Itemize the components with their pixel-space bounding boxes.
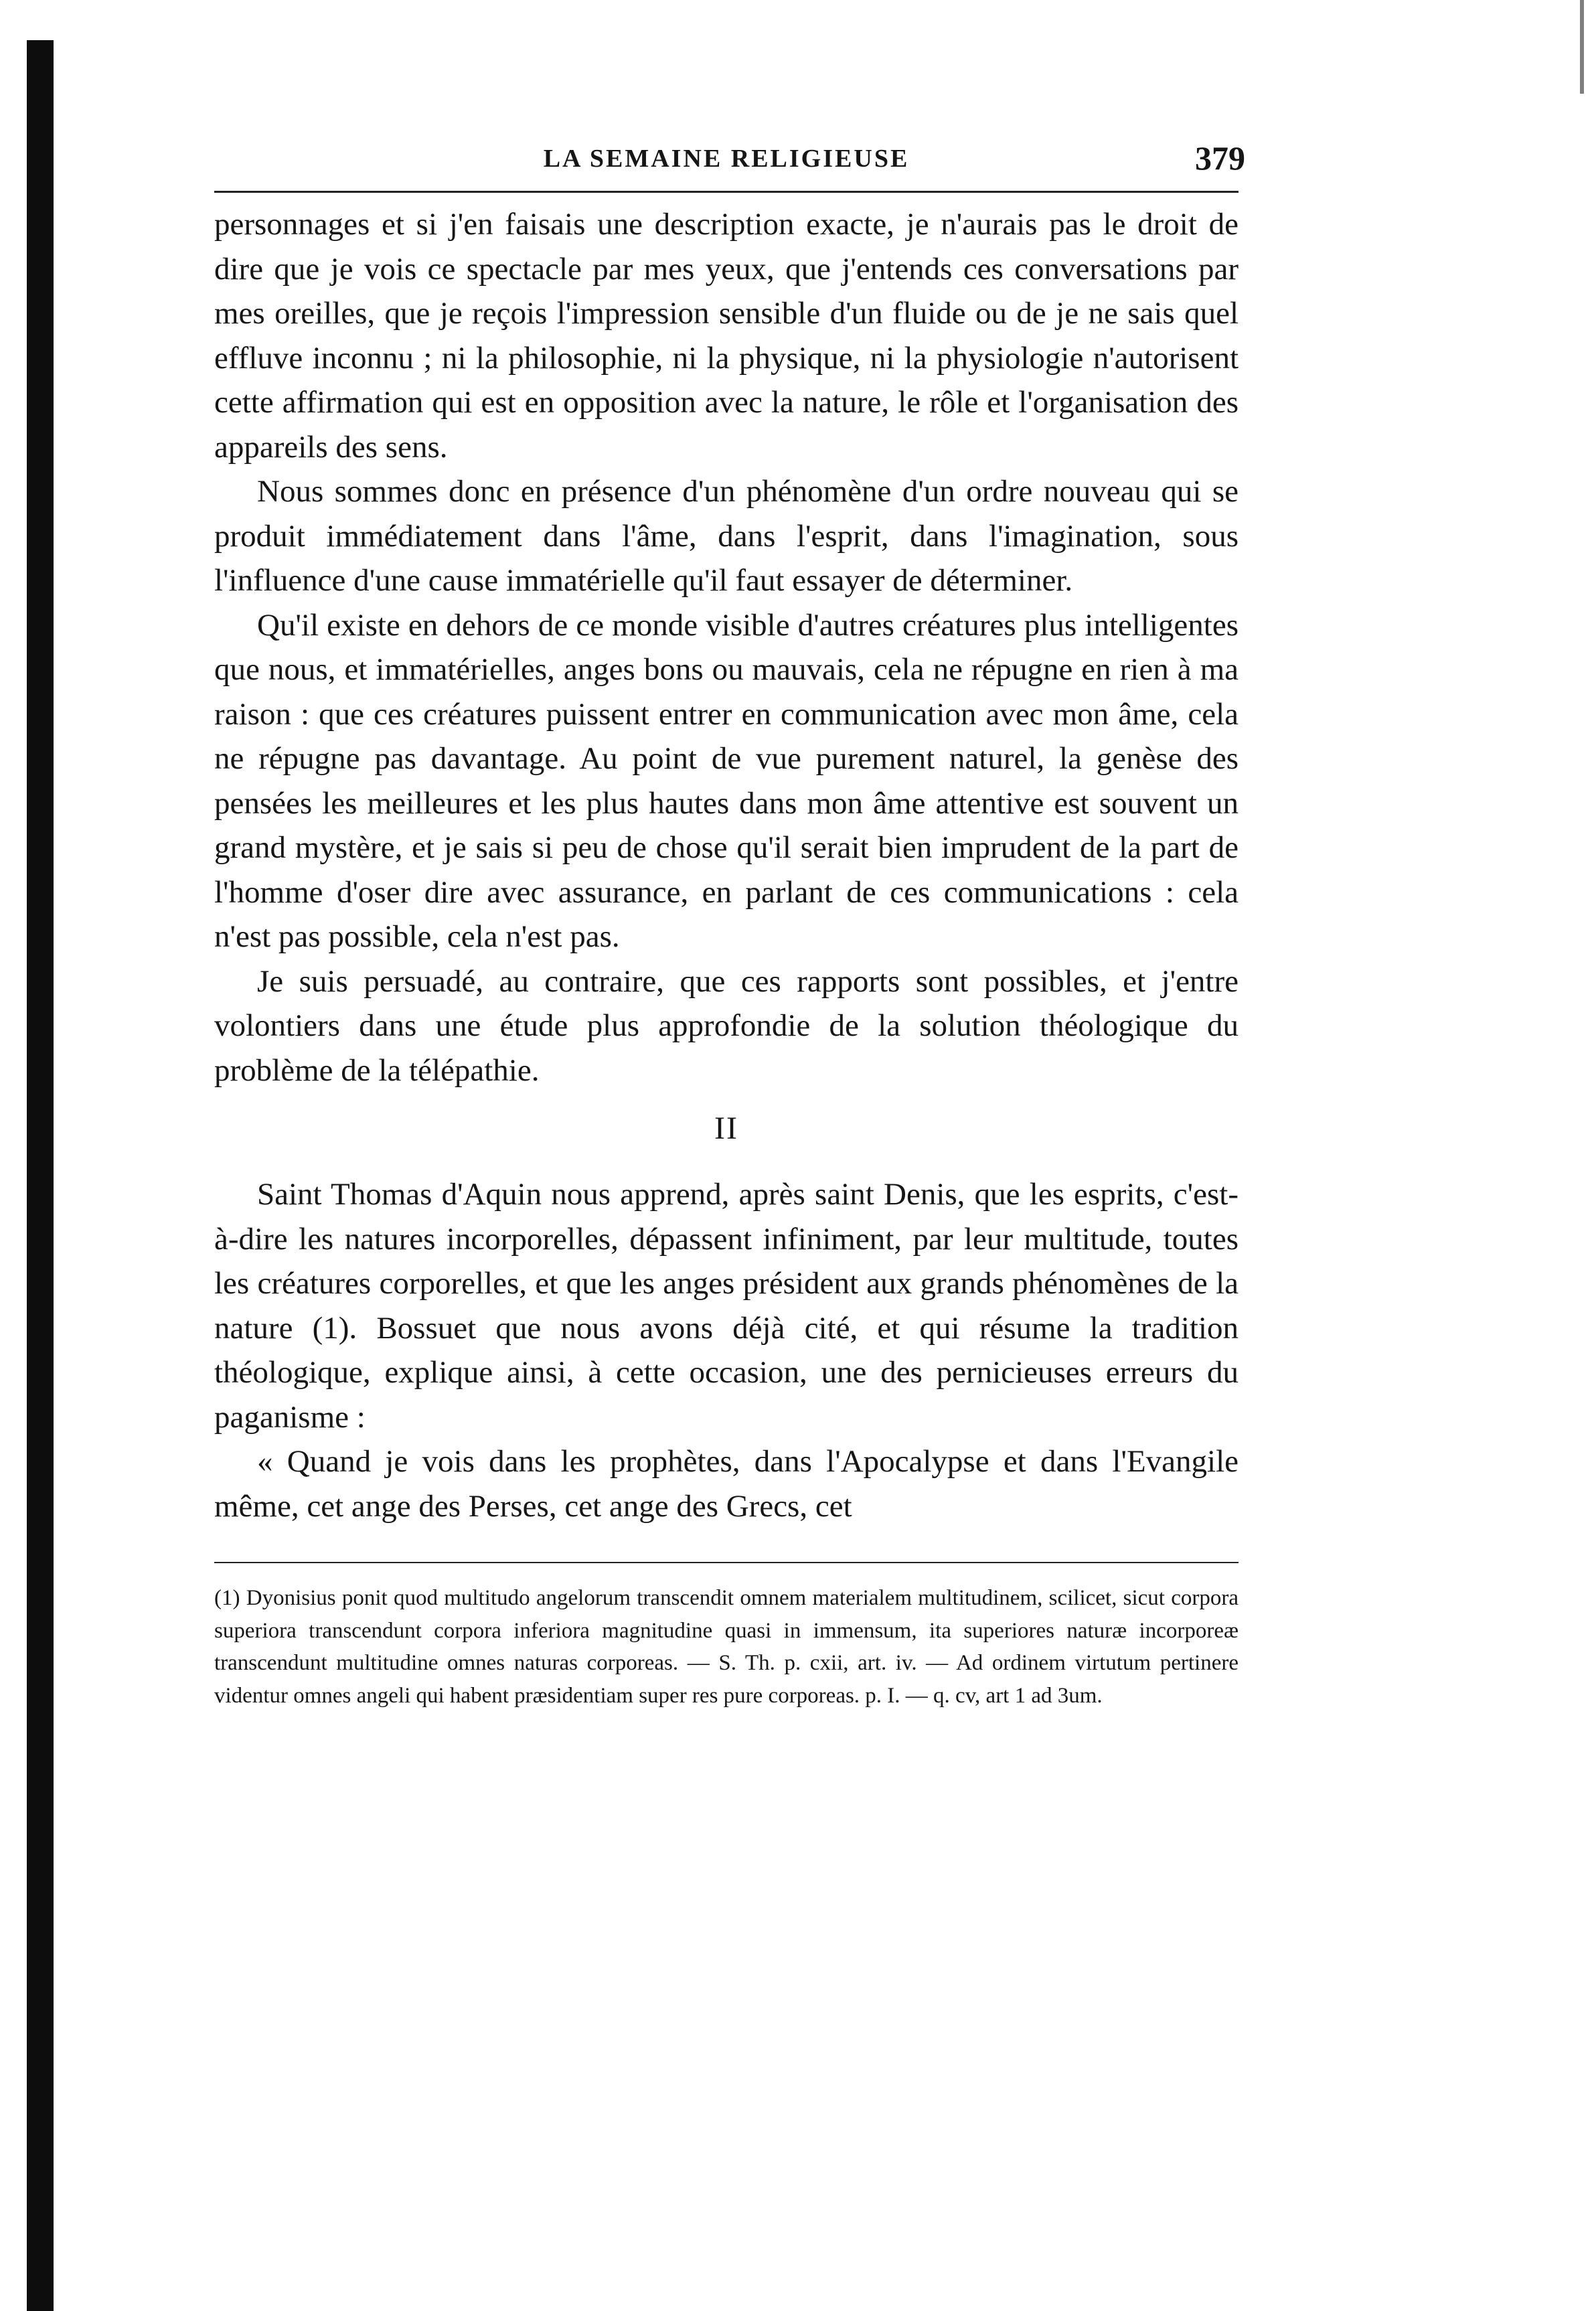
body-paragraph-2: Nous sommes donc en présence d'un phénomène d'un ordre nouveau qui se produit immédiatement dans l'âme, dans l'esprit, dans l'imagination, sous l'influence d'une cause immatérielle qu'il faut essayer de déterminer. (214, 474, 1239, 598)
body-paragraph-4: Je suis persuadé, au contraire, que ces rapports sont possibles, et j'entre volontiers dans une étude plus approfondie de la solution théologique du problème de la télépathie. (214, 963, 1239, 1088)
book-page (214, 139, 1245, 1712)
body-paragraph-5: Saint Thomas d'Aquin nous apprend, après saint Denis, que les esprits, c'est-à-dire les natures incorporelles, dépassent infiniment, par leur multitude, toutes les créatures corporelles, et que les anges président aux grands phénomènes de la nature (1). Bossuet que nous avons déjà cité, et qui résume la tradition théologique, explique ainsi, à cette occasion, une des pernicieuses erreurs du paganisme : (214, 1177, 1239, 1435)
footnote-rule (214, 1562, 1239, 1563)
scan-binding-edge (27, 40, 54, 2311)
page-number: 379 (1195, 139, 1245, 177)
header-rule (214, 191, 1239, 193)
body-paragraph-6: « Quand je vois dans les prophètes, dans l'Apocalypse et dans l'Evangile même, cet ange des Perses, cet ange des Grecs, cet (214, 1444, 1239, 1524)
scan-right-edge-mark (1580, 0, 1584, 94)
body-paragraph-3: Qu'il existe en dehors de ce monde visible d'autres créatures plus intelligentes que nous, et immatérielles, anges bons ou mauvais, cela ne répugne en rien à ma raison : que ces créatures puissent entrer en communication avec mon âme, cela ne répugne pas davantage. Au point de vue purement naturel, la genèse des pensées les meilleures et les plus hautes dans mon âme attentive est souvent un grand mystère, et je sais si peu de chose qu'il serait bien imprudent de la part de l'homme d'oser dire avec assurance, en parlant de ces communications : cela n'est pas possible, cela n'est pas. (214, 607, 1239, 954)
running-head (214, 139, 1245, 191)
body-paragraph-1: personnages et si j'en faisais une description exacte, je n'aurais pas le droit de dire que je vois ce spectacle par mes yeux, que j'entends ces conversations par mes oreilles, que je reçois l'impression sensible d'un fluide ou de je ne sais quel effluve inconnu ; ni la philosophie, ni la physique, ni la physiologie n'autorisent cette affirmation qui est en opposition avec la nature, le rôle et l'organisation des appareils des sens. (214, 207, 1239, 465)
section-heading: II (714, 1111, 738, 1146)
running-title: LA SEMAINE RELIGIEUSE (543, 145, 910, 173)
footnote: (1) Dyonisius ponit quod multitudo angelorum transcendit omnem materialem multitudinem, scilicet, sicut corpora superiora transcendunt corpora inferiora magnitudine quasi in immensum, ita superiores naturæ incorporeæ transcendunt multitudine omnes naturas corporeas. — S. Th. p. cxii, art. iv. — Ad ordinem virtutum pertinere videntur omnes angeli qui habent præsidentiam super res pure corporeas. p. I. — q. cv, art 1 ad 3um. (214, 1586, 1239, 1708)
